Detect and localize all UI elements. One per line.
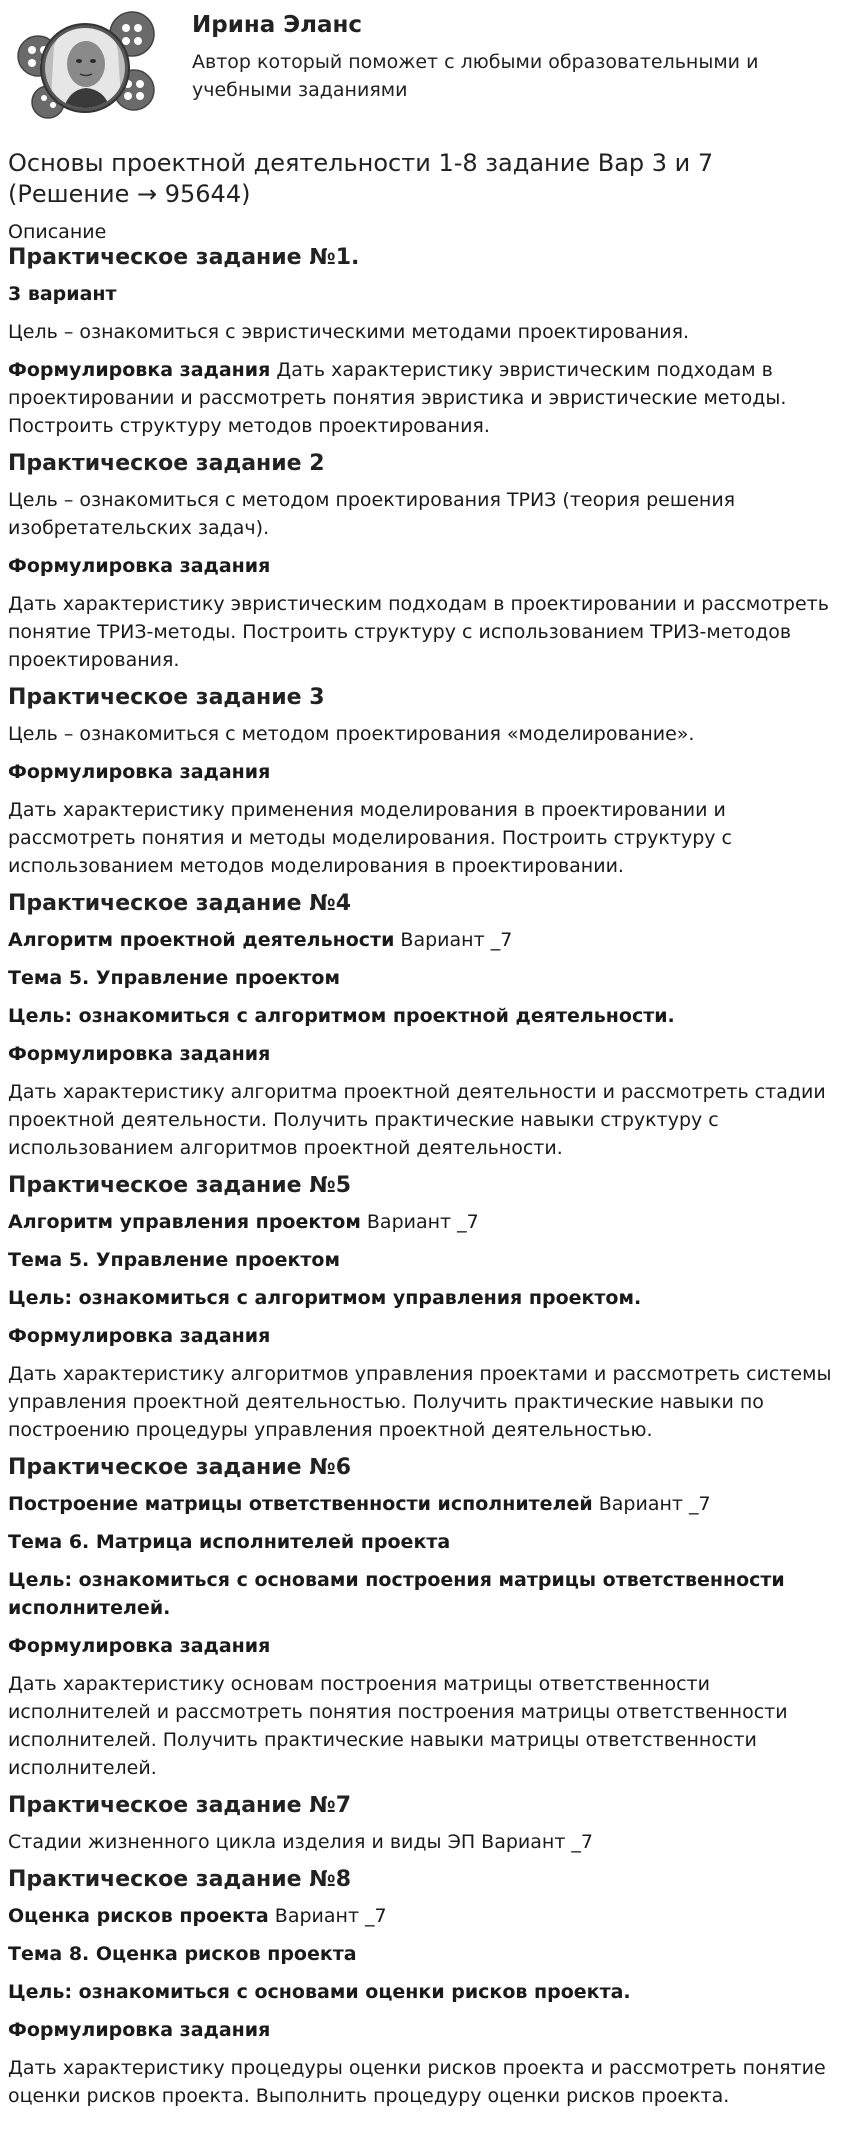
task-subject xyxy=(8,926,839,954)
author-description: Автор который поможет с любыми образовательными и учебными заданиями xyxy=(192,51,759,101)
task-heading: Практическое задание №4 xyxy=(8,891,352,916)
task-subject-variant: Вариант _7 xyxy=(592,1493,711,1515)
task-6 xyxy=(8,1454,839,1782)
task-3 xyxy=(8,684,839,880)
task-statement-label: Формулировка задания xyxy=(8,2019,271,2041)
task-5 xyxy=(8,1172,839,1444)
task-statement-text: Дать характеристику алгоритмов управления проектами и рассмотреть системы управления проектной деятельностью. Получить практические навыки по построению процедуры управления проектной деятельностью. xyxy=(8,1363,832,1441)
task-subject-variant: Вариант _7 xyxy=(268,1905,387,1927)
task-goal: Цель: ознакомиться с алгоритмом управления проектом. xyxy=(8,1287,642,1309)
task-goal: Цель: ознакомиться с основами построения матрицы ответственности исполнителей. xyxy=(8,1569,785,1619)
task-heading: Практическое задание №7 xyxy=(8,1793,352,1818)
task-2 xyxy=(8,450,839,674)
task-subject-label: Алгоритм управления проектом xyxy=(8,1211,361,1233)
task-goal: Цель: ознакомиться с основами оценки рисков проекта. xyxy=(8,1981,631,2003)
task-subject-label: Построение матрицы ответственности исполнителей xyxy=(8,1493,593,1515)
task-subject xyxy=(8,1902,839,1930)
task-statement-label: Формулировка задания xyxy=(8,359,271,381)
task-statement-text: Дать характеристику основам построения матрицы ответственности исполнителей и рассмотреть понятия построения матрицы ответственности исполнителей. Получить практические навыки матрицы ответственности исполнителей. xyxy=(8,1673,788,1779)
task-statement-label: Формулировка задания xyxy=(8,761,271,783)
task-statement-text: Дать характеристику алгоритма проектной деятельности и рассмотреть стадии проектной деятельности. Получить практические навыки структуру с использованием алгоритмов проектной деятельности. xyxy=(8,1081,826,1159)
description-label: Описание xyxy=(8,221,107,243)
task-subject: Стадии жизненного цикла изделия и виды ЭП Вариант _7 xyxy=(8,1831,594,1853)
task-topic: Тема 5. Управление проектом xyxy=(8,967,340,989)
task-7 xyxy=(8,1792,839,1856)
task-topic: Тема 5. Управление проектом xyxy=(8,1249,340,1271)
task-variant: 3 вариант xyxy=(8,283,117,305)
task-statement-label: Формулировка задания xyxy=(8,1325,271,1347)
task-statement xyxy=(8,356,839,440)
task-goal: Цель – ознакомиться с эвристическими методами проектирования. xyxy=(8,321,690,343)
task-statement-text: Дать характеристику процедуры оценки рисков проекта и рассмотреть понятие оценки рисков проекта. Выполнить процедуру оценки рисков проекта. xyxy=(8,2057,826,2107)
author-card xyxy=(8,0,839,132)
task-topic: Тема 8. Оценка рисков проекта xyxy=(8,1943,357,1965)
task-subject-variant: Вариант _7 xyxy=(394,929,513,951)
task-heading: Практическое задание №6 xyxy=(8,1455,352,1480)
task-heading: Практическое задание №5 xyxy=(8,1173,352,1198)
task-statement-text: Дать характеристику эвристическим подходам в проектировании и рассмотреть понятие ТРИЗ-методы. Построить структуру с использованием ТРИЗ-методов проектирования. xyxy=(8,593,829,671)
task-statement-text: Дать характеристику применения моделирования в проектировании и рассмотреть понятия и методы моделирования. Построить структуру с использованием методов моделирования в проектировании. xyxy=(8,799,732,877)
task-heading: Практическое задание 2 xyxy=(8,451,325,476)
task-subject xyxy=(8,1208,839,1236)
task-heading: Практическое задание №8 xyxy=(8,1867,352,1892)
task-heading: Практическое задание 3 xyxy=(8,685,325,710)
author-avatar[interactable] xyxy=(14,6,156,126)
author-name[interactable]: Ирина Эланс xyxy=(192,12,363,38)
task-subject-label: Алгоритм проектной деятельности xyxy=(8,929,395,951)
task-statement-label: Формулировка задания xyxy=(8,1043,271,1065)
task-topic: Тема 6. Матрица исполнителей проекта xyxy=(8,1531,451,1553)
task-goal: Цель – ознакомиться с методом проектирования «моделирование». xyxy=(8,723,695,745)
task-statement-label: Формулировка задания xyxy=(8,1635,271,1657)
task-subject xyxy=(8,1490,839,1518)
task-subject-variant: Вариант _7 xyxy=(360,1211,479,1233)
task-subject-label: Оценка рисков проекта xyxy=(8,1905,269,1927)
task-1 xyxy=(8,244,839,440)
task-heading: Практическое задание №1. xyxy=(8,245,360,270)
task-goal: Цель – ознакомиться с методом проектирования ТРИЗ (теория решения изобретательских задач). xyxy=(8,489,736,539)
task-8 xyxy=(8,1866,839,2110)
task-statement-label: Формулировка задания xyxy=(8,555,271,577)
task-4 xyxy=(8,890,839,1162)
task-goal: Цель: ознакомиться с алгоритмом проектной деятельности. xyxy=(8,1005,675,1027)
task-statement-text: Дать характеристику эвристическим подходам в проектировании и рассмотреть понятия эвристика и эвристические методы. Построить структуру методов проектирования. xyxy=(8,359,787,437)
document-title: Основы проектной деятельности 1-8 задание Вар 3 и 7 (Решение → 95644) xyxy=(8,149,714,208)
